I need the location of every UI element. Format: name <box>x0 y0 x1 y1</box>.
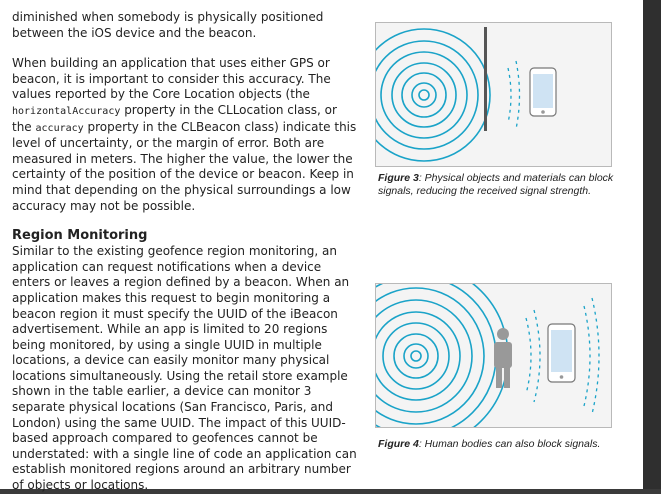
paragraph-intro: diminished when somebody is physically positioned between the iOS device and the beacon. <box>12 10 324 40</box>
accuracy-text-c: property in the CLBeacon class) indicate this level of uncertainty, or the margin of error. Both are measured in meters. The higher the value, the lower the certainty of the position of the device or beacon. Keep in mind that depending on the physical surroundings a low accuracy may not be possible. <box>12 119 357 213</box>
code-accuracy: accuracy <box>35 122 84 134</box>
figure-4-label: Figure 4 <box>378 438 419 450</box>
figure-3-illustration <box>375 22 612 167</box>
figure-3-caption <box>378 172 618 198</box>
figure-4-caption <box>378 438 628 451</box>
wall-icon <box>484 27 487 131</box>
beacon-signal-icon <box>376 29 490 161</box>
section-heading-region-monitoring: Region Monitoring <box>12 228 148 244</box>
figure-3-label: Figure 3 <box>378 172 419 184</box>
text-column <box>12 10 357 494</box>
paragraph-accuracy <box>12 56 357 214</box>
phone-icon <box>548 324 575 382</box>
code-horizontal-accuracy: horizontalAccuracy <box>12 105 121 117</box>
figure-4-caption-text: : Human bodies can also block signals. <box>418 438 601 450</box>
figure-4-illustration <box>375 283 612 428</box>
person-icon <box>494 328 512 388</box>
paragraph-region-monitoring: Similar to the existing geofence region monitoring, an application can request notifications when a device enters or leaves a region defined by a beacon. When an application makes this request to begin monitoring a beacon region it must specify the UUID of the iBeacon advertisement. While an app is limited to 20 regions being monitored, by using a single UUID in multiple locations, a device can easily monitor many physical locations simultaneously. Using the retail store example shown in the table earlier, a device can monitor 3 separate physical locations (San Francisco, Paris, and London) using the same UUID. The impact of this UUID-based approach compared to geofences cannot be understated: with a single line of code an application can establish monitored regions around an arbitrary number of objects or locations. <box>12 244 357 493</box>
accuracy-text-a: When building an application that uses either GPS or beacon, it is important to consider this accuracy. The values reported by the Core Location objects (the <box>12 56 331 102</box>
figure-3-caption-text: : Physical objects and materials can block signals, reducing the received signal strength. <box>378 172 614 197</box>
scrollbar[interactable] <box>643 0 661 489</box>
beacon-signal-icon <box>376 284 508 427</box>
accuracy-text-b: property in the CLLocation class, or the <box>12 102 337 134</box>
phone-icon <box>530 68 556 116</box>
